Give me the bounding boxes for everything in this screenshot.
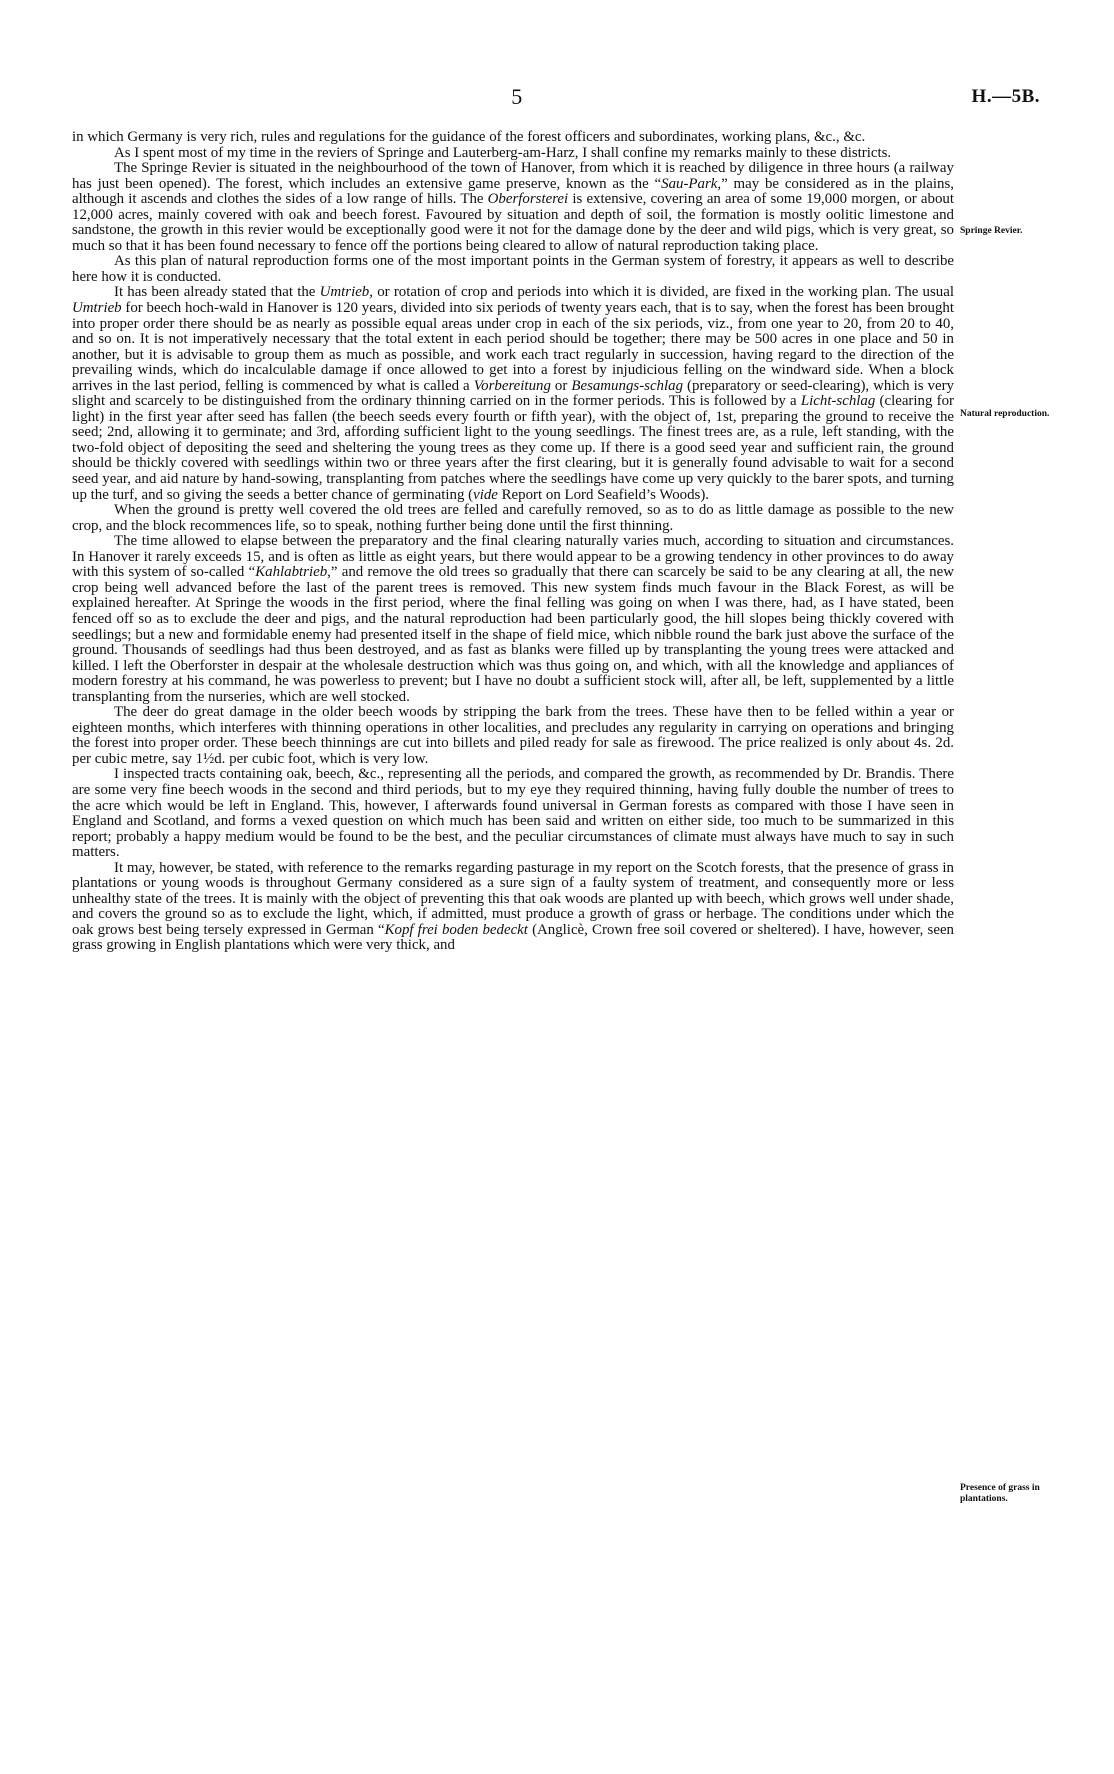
- paragraph: The deer do great damage in the older beech woods by stripping the bark from the trees. These have then to be felled within a year or eighteen months, which interferes with thinning operations in other localities, and precludes any regularity in carrying on operations and bringing the forest into proper order. These beech thinnings are cut into billets and piled ready for sale as firewood. The price realized is only about 4s. 2d. per cubic metre, say 1½d. per cubic foot, which is very low.: [72, 704, 954, 767]
- text-run: It may, however, be stated, with reference to the remarks regarding pasturage in my report on the Scotch forests, that the presence of grass in plantations or young woods is throughout Germany considered as a sure sign of a faulty system of treatment, and consequently more or less unhealthy state of the trees. It is mainly with the object of preventing this that oak woods are planted up with beech, which grows well under shade, and covers the ground so as to exclude the light, which, if admitted, must produce a growth of grass or herbage. The conditions under which the oak grows best being tersely expressed in German “: [72, 859, 954, 938]
- text-run: or: [550, 377, 572, 394]
- italic-term: Kopf frei boden bedeckt: [384, 921, 528, 938]
- text-run: , or rotation of crop and periods into which it is divided, are fixed in the working plan. The usual: [369, 284, 954, 301]
- text-run: Report on Lord Seafield’s Woods).: [497, 486, 710, 503]
- italic-term: vide: [473, 486, 498, 503]
- text-run: is extensive, covering an area of some 19,000 morgen, or about 12,000 acres, mainly covered with oak and beech forest. Favoured by situation and depth of soil, the formation is mostly oolitic limestone and sandstone, the growth in this revier would be exceptionally good were it not for the damage done by the deer and wild pigs, which is very great, so much so that it has been found necessary to fence off the portions being cleared to allow of natural reproduction taking place.: [72, 191, 954, 254]
- text-run: ” may be considered as in the plains, although it ascends and clothes the sides of a low range of hills. The: [72, 175, 954, 208]
- text-run: It has been already stated that the: [114, 284, 320, 301]
- italic-term: Oberforsterei: [487, 191, 569, 208]
- margin-note-springe: Springe Revier.: [960, 226, 1023, 236]
- paragraph: [72, 161, 954, 254]
- paragraph: I inspected tracts containing oak, beech, &c., representing all the periods, and compared the growth, as recommended by Dr. Brandis. There are some very fine beech woods in the second and third periods, but to my eye they required thinning, having fully double the number of trees to the acre which would be left in England. This, however, I afterwards found universal in German forests as compared with those I have seen in England and Scotland, and forms a vexed question on which much has been said and written on either side, too much to be summarized in this report; probably a happy medium would be found to be the best, and the peculiar circumstances of climate must always have much to say in such matters.: [72, 766, 954, 861]
- italic-term: Umtrieb: [72, 300, 122, 317]
- paragraph: in which Germany is very rich, rules and regulations for the guidance of the forest officers and subordinates, working plans, &c., &c.: [72, 129, 866, 145]
- margin-note-presence-of-grass: Presence of grass in plantations.: [960, 1483, 1040, 1504]
- document-reference: H.—5B.: [971, 86, 1040, 107]
- text-run: The time allowed to elapse between the preparatory and the final clearing naturally varies much, according to situation and circumstances. In Hanover it rarely exceeds 15, and is often as little as eight years, but there would appear to be a growing tendency in other provinces to do away with this system of so-called “: [72, 533, 954, 581]
- body-text: [72, 130, 954, 954]
- paragraph: [72, 285, 954, 503]
- text-run: The Springe Revier is situated in the neighbourhood of the town of Hanover, from which it is reached by diligence in three hours (a railway has just been opened). The forest, which includes an extensive game preserve, known as the “: [72, 160, 954, 192]
- italic-term: Kahlabtrieb,: [255, 564, 331, 581]
- paragraph: As I spent most of my time in the reviers of Springe and Lauterberg-am-Harz, I shall confine my remarks mainly to these districts.: [114, 144, 892, 161]
- paragraph: [72, 534, 954, 705]
- text-run: (Anglicè, Crown free soil covered or sheltered). I have, however, seen grass growing in English plantations which were very thick, and: [72, 921, 954, 954]
- text-run: ” and remove the old trees so gradually that there can scarcely be said to be any clearing at all, the new crop being well advanced before the last of the parent trees is removed. This new system finds much favour in the Black Forest, as will be explained hereafter. At Springe the woods in the first period, where the final felling was going on when I was there, had, as I have stated, been fenced off so as to exclude the deer and pigs, and the natural reproduction had been particularly good, the hill slopes being thickly covered with seedlings; but a new and formidable enemy had presented itself in the shape of field mice, which nibble round the bark just above the surface of the ground. Thousands of seedlings had thus been destroyed, and as fast as blanks were filled up by transplanting the young trees were attacked and killed. I left the Oberforster in despair at the wholesale destruction which was thus going on, and which, with all the knowledge and appliances of modern forestry at his command, he was powerless to prevent; but I have no doubt a sufficient stock will, after all, be left, supplemented by a little transplanting from the nurseries, which are well stocked.: [72, 564, 954, 705]
- paragraph: As this plan of natural reproduction forms one of the most important points in the German system of forestry, it appears as well to describe here how it is conducted.: [72, 253, 954, 285]
- text-run: (preparatory or seed-clearing), which is very slight and scarcely to be distinguished from the ordinary thinning carried on in the former periods. This is followed by a: [72, 377, 954, 410]
- italic-term: Umtrieb: [319, 284, 370, 301]
- text-run: (clearing for light) in the first year after seed has fallen (the beech seeds every fourth or fifth year), with the object of, 1st, preparing the ground to receive the seed; 2nd, allowing it to germinate; and 3rd, affording sufficient light to the young seedlings. The finest trees are, as a rule, left standing, with the two-fold object of depositing the seed and sheltering the young trees as they come up. If there is a good seed year and sufficient rain, the ground should be thickly covered with seedlings within two or three years after the first clearing, but it is generally found advisable to wait for a second seed year, and aid nature by hand-sowing, transplanting from patches where the seedlings have come up very quickly to the barer spots, and turning up the turf, and so giving the seeds a better chance of germinating (: [72, 393, 955, 503]
- paragraph: When the ground is pretty well covered the old trees are felled and carefully removed, so as to do as little damage as possible to the new crop, and the block recommences life, so to speak, nothing further being done until the first thinning.: [72, 502, 954, 534]
- text-run: for beech hoch-wald in Hanover is 120 years, divided into six periods of twenty years each, that is to say, when the forest has been brought into proper order there should be as nearly as possible equal areas under crop in each of the six periods, viz., from one year to 20, from 20 to 40, and so on. It is not imperatively necessary that the total extent in each period should be together; there may be 500 acres in one place and 50 in another, but it is advisable to group them as much as possible, and work each tract regularly in succession, having regard to the direction of the prevailing winds, which do incalculable damage if once allowed to get into a forest by injudicious felling on the windward side. When a block arrives in the last period, felling is commenced by what is called a: [72, 300, 954, 394]
- margin-note-natural-reproduction: Natural reproduction.: [960, 409, 1050, 419]
- italic-term: Licht-schlag: [800, 393, 876, 410]
- paragraph: [72, 861, 954, 954]
- italic-term: Sau-Park,: [661, 175, 722, 192]
- italic-term: Vorbereitung: [473, 377, 551, 394]
- page-number: 5: [511, 84, 523, 109]
- italic-term: Besamungs-schlag: [571, 377, 684, 394]
